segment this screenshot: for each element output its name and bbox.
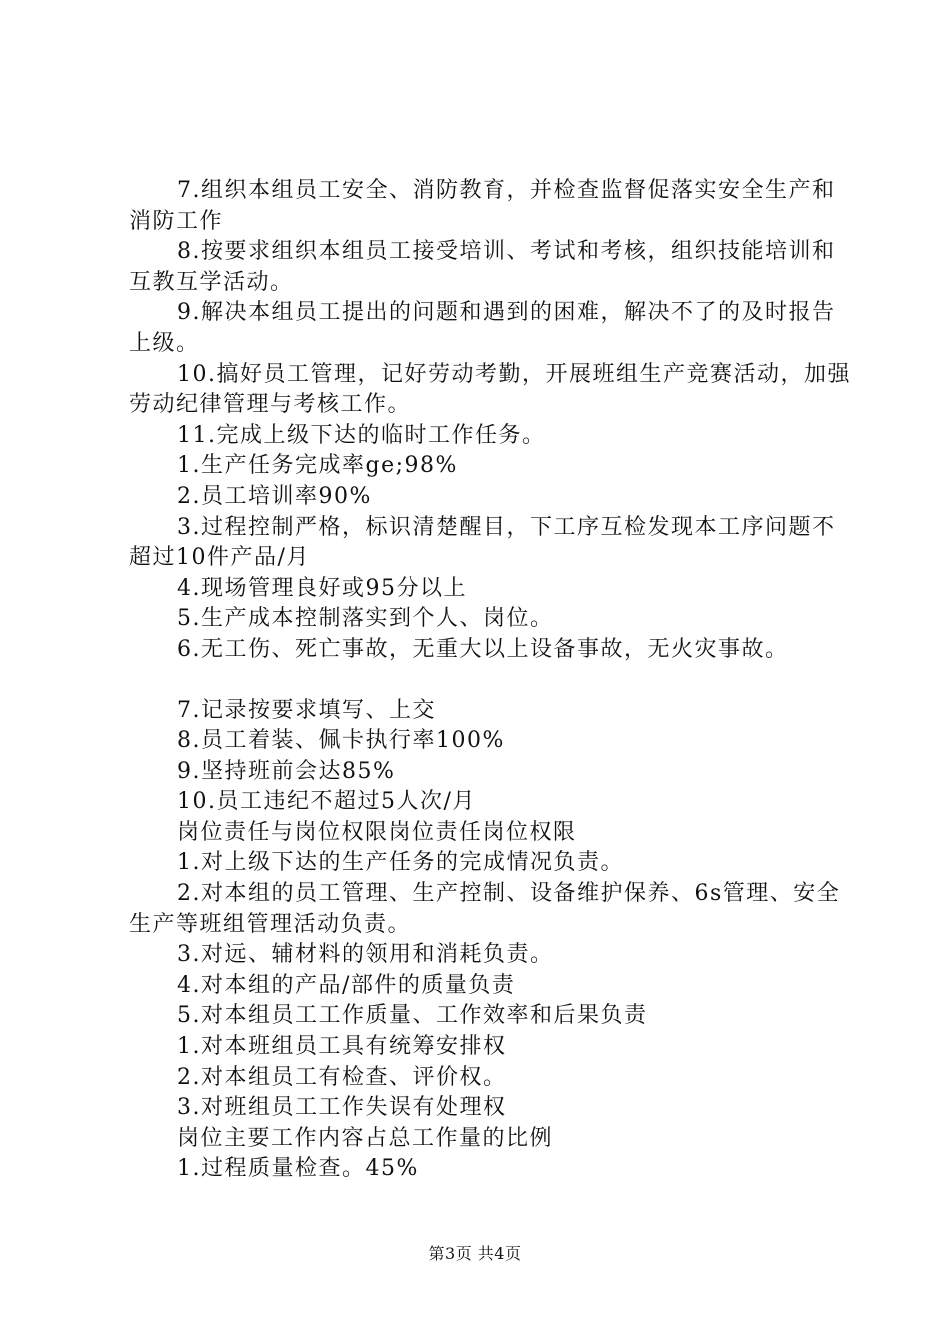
paragraph: 1.对本班组员工具有统筹安排权	[177, 1034, 507, 1060]
paragraph: 1.对上级下达的生产任务的完成情况负责。	[177, 850, 624, 876]
paragraph: 6.无工伤、死亡事故，无重大以上设备事故，无火灾事故。	[177, 636, 789, 662]
paragraph: 11.完成上级下达的临时工作任务。	[177, 422, 546, 448]
paragraph: 8.员工着装、佩卡执行率100%	[177, 728, 505, 754]
paragraph: 2.对本组员工有检查、评价权。	[177, 1064, 507, 1090]
section-heading: 岗位主要工作内容占总工作量的比例	[177, 1125, 554, 1151]
paragraph: 9.坚持班前会达85%	[177, 758, 396, 784]
paragraph: 4.现场管理良好或95分以上	[177, 575, 467, 601]
blank-line	[129, 666, 851, 696]
section-heading: 岗位责任与岗位权限岗位责任岗位权限	[177, 819, 577, 845]
paragraph: 10.员工违纪不超过5人次/月	[177, 789, 476, 815]
paragraph: 10.搞好员工管理，记好劳动考勤，开展班组生产竞赛活动，加强劳动纪律管理与考核工作。	[129, 361, 851, 418]
paragraph: 3.对远、辅材料的领用和消耗负责。	[177, 942, 554, 968]
paragraph: 5.对本组员工工作质量、工作效率和后果负责	[177, 1003, 648, 1029]
page-footer: 第3页 共4页	[428, 1244, 522, 1263]
paragraph: 4.对本组的产品/部件的质量负责	[177, 972, 516, 998]
paragraph: 7.组织本组员工安全、消防教育，并检查监督促落实安全生产和消防工作	[129, 178, 836, 234]
paragraph: 2.对本组的员工管理、生产控制、设备维护保养、6s管理、安全生产等班组管理活动负责。	[129, 881, 841, 937]
paragraph: 7.记录按要求填写、上交	[177, 697, 436, 723]
paragraph: 3.过程控制严格，标识清楚醒目，下工序互检发现本工序问题不超过10件产品/月	[129, 514, 836, 571]
paragraph: 8.按要求组织本组员工接受培训、考试和考核，组织技能培训和互教互学活动。	[129, 239, 836, 295]
paragraph: 9.解决本组员工提出的问题和遇到的困难，解决不了的及时报告上级。	[129, 300, 836, 356]
paragraph: 3.对班组员工工作失误有处理权	[177, 1095, 507, 1121]
paragraph: 2.员工培训率90%	[177, 483, 372, 509]
paragraph: 1.生产任务完成率ge;98%	[177, 453, 458, 479]
paragraph: 5.生产成本控制落实到个人、岗位。	[177, 606, 554, 632]
document-body	[129, 176, 851, 1185]
paragraph: 1.过程质量检查。45%	[177, 1156, 419, 1182]
